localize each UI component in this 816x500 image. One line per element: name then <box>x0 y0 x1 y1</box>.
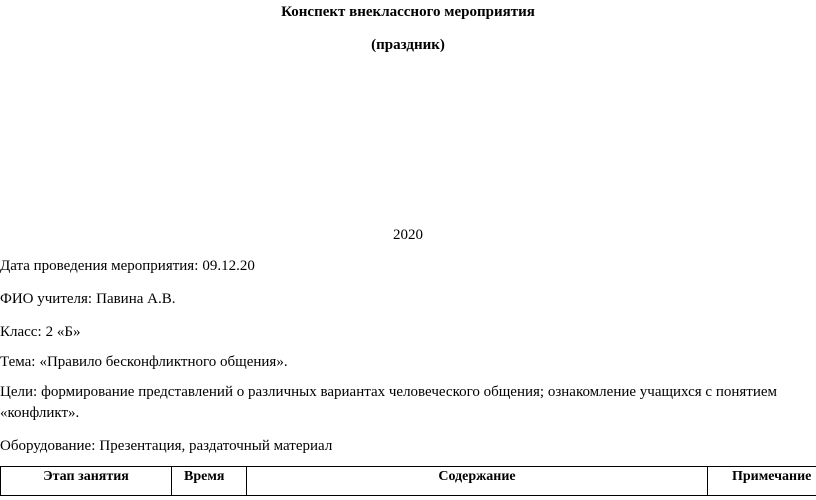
document-subtitle: (праздник) <box>371 37 445 53</box>
field-date-value: 09.12.20 <box>202 258 255 274</box>
field-class-value: 2 «Б» <box>45 324 81 340</box>
field-teacher-label: ФИО учителя: <box>0 291 93 307</box>
field-goals <box>0 382 816 424</box>
field-topic <box>0 352 816 373</box>
document-title: Конспект внеклассного мероприятия <box>281 4 535 20</box>
field-goals-value: формирование представлений о различных вариантах человеческого общения; ознакомление учащихся с понятием «конфликт». <box>0 384 778 421</box>
field-date-label: Дата проведения мероприятия: <box>0 258 199 274</box>
table-header-stage: Этап занятия <box>1 467 172 496</box>
field-equipment-label: Оборудование: <box>0 438 96 454</box>
table-header-time: Время <box>172 467 247 496</box>
field-teacher <box>0 289 816 310</box>
table-header-content: Содержание <box>247 467 708 496</box>
table-header-note: Примечание <box>708 467 816 496</box>
table-header-row <box>1 467 816 496</box>
field-topic-label: Тема: <box>0 354 36 370</box>
field-date <box>0 256 816 277</box>
document-year: 2020 <box>393 227 423 243</box>
lesson-plan-table <box>0 466 816 496</box>
field-goals-label: Цели: <box>0 384 38 400</box>
field-equipment <box>0 436 816 457</box>
field-class <box>0 322 816 343</box>
field-equipment-value: Презентация, раздаточный материал <box>99 438 333 454</box>
field-topic-value: «Правило бесконфликтного общения». <box>39 354 288 370</box>
field-class-label: Класс: <box>0 324 42 340</box>
field-teacher-value: Павина А.В. <box>96 291 176 307</box>
